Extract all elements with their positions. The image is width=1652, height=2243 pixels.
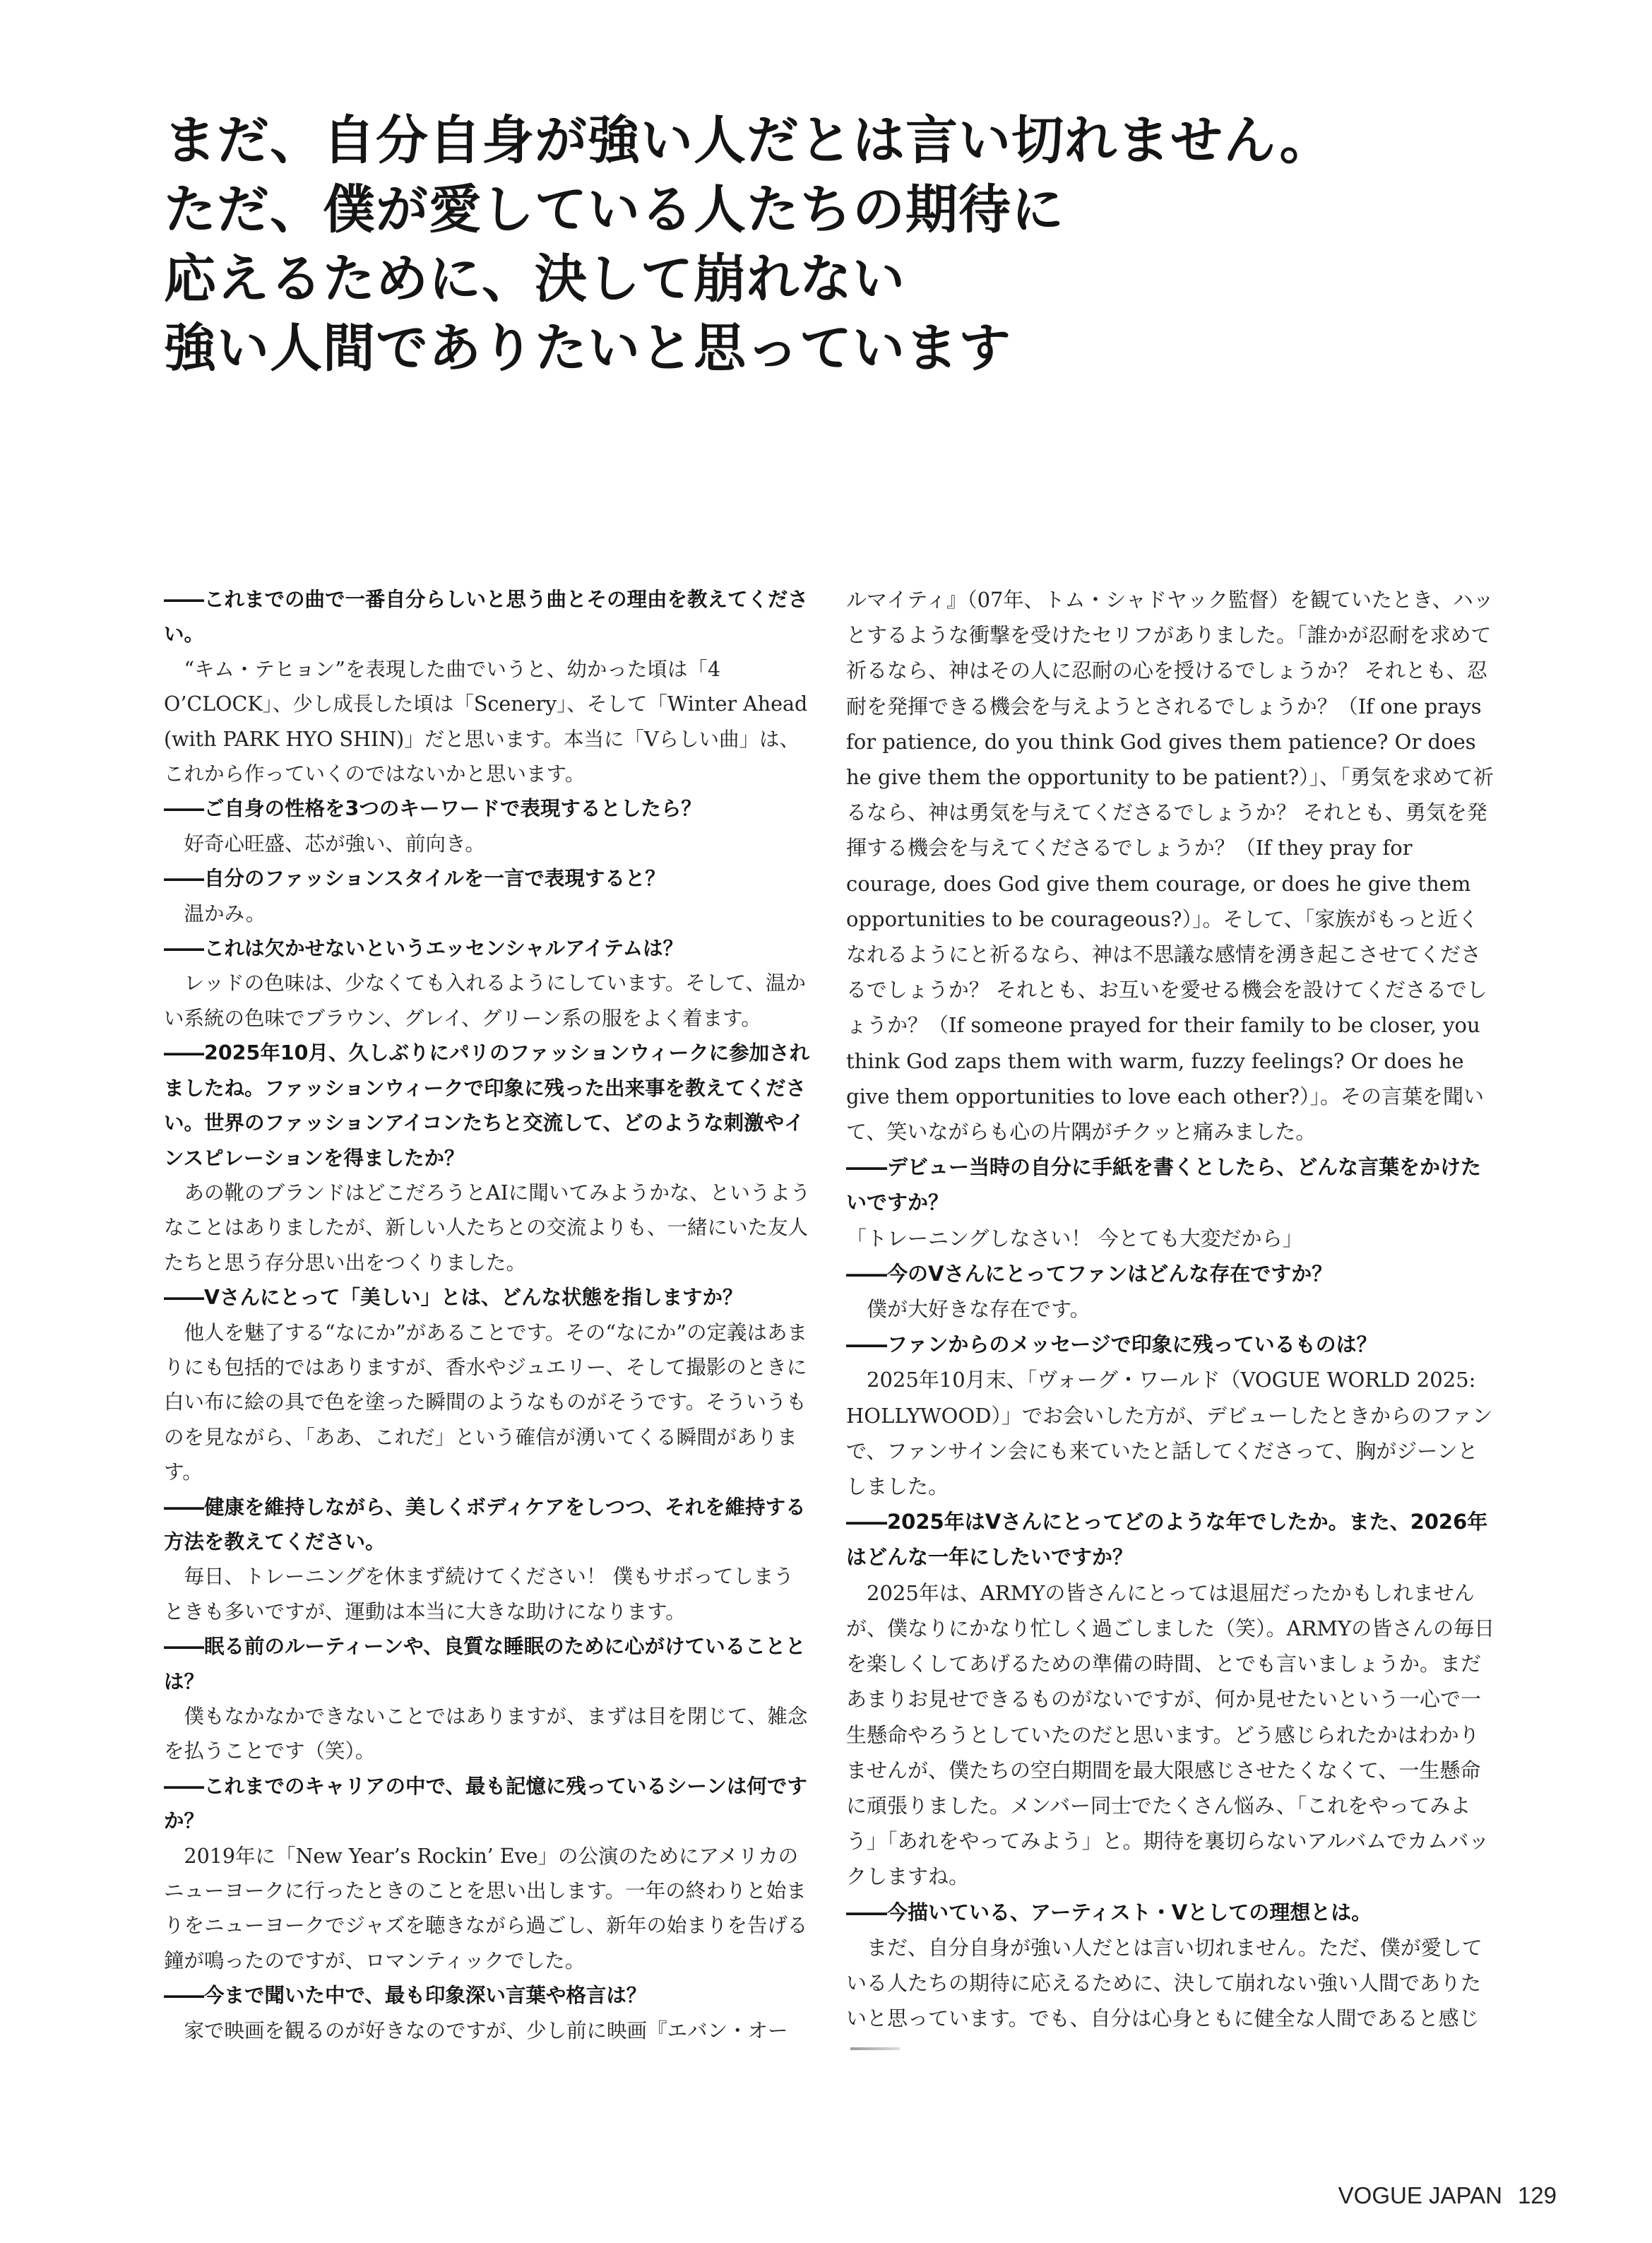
answer: まだ、自分自身が強い人だとは言い切れません。ただ、僕が愛している人たちの期待に応えるために、決して崩れない強い人間でありたいと思っています。でも、自分は心身ともに健全な人間であると感じ	[846, 1935, 1482, 2031]
question: ――デビュー当時の自分に手紙を書くとしたら、どんな言葉をかけたいですか？	[846, 1155, 1482, 1215]
headline	[164, 106, 1506, 383]
answer: あの靴のブランドはどこだろうとAIに聞いてみようかな、というようなことはありましたが、新しい人たちとの交流よりも、一緒にいた友人たちと思う存分思い出をつくりました。	[164, 1180, 811, 1274]
question: ――ご自身の性格を3つのキーワードで表現するとしたら？	[164, 797, 701, 821]
question: ――今描いている、アーティスト・Vとしての理想とは。	[846, 1900, 1372, 1924]
answer: 好奇心旺盛、芯が強い、前向き。	[184, 831, 485, 856]
question: ――健康を維持しながら、美しくボディケアをしつつ、それを維持する方法を教えてください。	[164, 1495, 806, 1553]
question: ――これは欠かせないというエッセンシャルアイテムは？	[164, 937, 684, 961]
headline-line: まだ、自分自身が強い人だとは言い切れません。	[164, 110, 1333, 171]
answer: 家で映画を観るのが好きなのですが、少し前に映画『エバン・オー	[184, 2018, 788, 2042]
answer: “キム・テヒョン”を表現した曲でいうと、幼かった頃は「4 O’CLOCK」、少し成長した頃は「Scenery」、そして「Winter Ahead (with PARK HYO SHIN)」だと思います。本当に「Vらしい曲」は、これから作っていくのではないかと思います。	[164, 657, 808, 786]
interview-column-right	[846, 582, 1496, 2036]
question: ――今のVさんにとってファンはどんな存在ですか？	[846, 1261, 1333, 1286]
answer: 僕が大好きな存在です。	[867, 1297, 1091, 1322]
question: ――眠る前のルーティーンや、良質な睡眠のために心がけていることとは？	[164, 1635, 806, 1693]
question: ――今まで聞いた中で、最も印象深い言葉や格言は？	[164, 1984, 647, 2008]
answer: 僕もなかなかできないことではありますが、まずは目を閉じて、雑念を払うことです（笑）。	[164, 1705, 808, 1763]
answer: 2019年に「New Year’s Rockin’ Eve」の公演のためにアメリカのニューヨークに行ったときのことを思い出します。一年の終わりと始まりをニューヨークでジャズを聴きながら過ごし、新年の始まりを告げる鐘が鳴ったのですが、ロマンティックでした。	[164, 1844, 808, 1972]
question: ――2025年10月、久しぶりにパリのファッションウィークに参加されましたね。ファッションウィークで印象に残った出来事を教えてください。世界のファッションアイコンたちと交流して、どのような刺激やインスピレーションを得ましたか？	[164, 1041, 810, 1170]
question: ――自分のファッションスタイルを一言で表現すると？	[164, 867, 665, 891]
answer: 「トレーニングしなさい！ 今とても大変だから」	[846, 1226, 1303, 1250]
continuation-rule	[850, 2047, 900, 2050]
question: ――Vさんにとって「美しい」とは、どんな状態を指しますか？	[164, 1286, 743, 1310]
question: ――これまでの曲で一番自分らしいと思う曲とその理由を教えてください。	[164, 588, 809, 646]
interview-column-left	[164, 582, 814, 2048]
answer: 毎日、トレーニングを休まず続けてください！ 僕もサボってしまうときも多いですが、運動は本当に大きな助けになります。	[164, 1565, 794, 1623]
page-number: 129	[1517, 2182, 1557, 2208]
question: ――ファンからのメッセージで印象に残っているものは？	[846, 1332, 1377, 1357]
answer: 他人を魅了する“なにか”があることです。その“なにか”の定義はあまりにも包括的ではありますが、香水やジュエリー、そして撮影のときに白い布に絵の具で色を塗った瞬間のようなものがそうです。そういうものを見ながら、「ああ、これだ」という確信が湧いてくる瞬間があります。	[164, 1320, 808, 1484]
page-footer	[1338, 2182, 1557, 2210]
question: ――2025年はVさんにとってどのような年でしたか。また、2026年はどんな一年にしたいですか？	[846, 1510, 1488, 1570]
magazine-name: VOGUE JAPAN	[1338, 2182, 1502, 2208]
question: ――これまでのキャリアの中で、最も記憶に残っているシーンは何ですか？	[164, 1774, 807, 1833]
headline-line: ただ、僕が愛している人たちの期待に	[164, 179, 1064, 240]
headline-line: 応えるために、決して崩れない	[164, 249, 905, 309]
answer: 温かみ。	[184, 901, 266, 925]
answer: 2025年10月末、「ヴォーグ・ワールド（VOGUE WORLD 2025: HOLLYWOOD）」でお会いした方が、デビューしたときからのファンで、ファンサイン会にも来ていたと話してくださって、胸がジーンとしました。	[846, 1368, 1493, 1499]
answer-continued: ルマイティ』（07年、トム・シャドヤック監督）を観ていたとき、ハッとするような衝撃を受けたセリフがありました。「誰かが忍耐を求めて祈るなら、神はその人に忍耐の心を授けるでしょうか？ それとも、忍耐を発揮できる機会を与えようとされるでしょうか？（If one prays for patience, do you think God gives them patience? Or does he give them the opportunity to be patient?）」、「勇気を求めて祈るなら、神は勇気を与えてくださるでしょうか？ それとも、勇気を発揮する機会を与えてくださるでしょうか？（If they pray for courage, does God give them courage, or does he give them opportunities to be courageous?）」。そして、「家族がもっと近くなれるようにと祈るなら、神は不思議な感情を湧き起こさせてくださるでしょうか？ それとも、お互いを愛せる機会を設けてくださるでしょうか？（If someone prayed for their family to be closer, you think God zaps them with warm, fuzzy feelings? Or does he give them opportunities to love each other?）」。その言葉を聞いて、笑いながらも心の片隅がチクッと痛みました。	[846, 588, 1494, 1144]
headline-line: 強い人間でありたいと思っています	[164, 318, 1011, 379]
answer: レッドの色味は、少なくても入れるようにしています。そして、温かい系統の色味でブラウン、グレイ、グリーン系の服をよく着ます。	[164, 971, 806, 1030]
answer: 2025年は、ARMYの皆さんにとっては退屈だったかもしれませんが、僕なりにかなり忙しく過ごしました（笑）。ARMYの皆さんの毎日を楽しくしてあげるための準備の時間、とでも言いましょうか。まだあまりお見せできるものがないですが、何か見せたいという一心で一生懸命やろうとしていたのだと思います。どう感じられたかはわかりませんが、僕たちの空白期間を最大限感じさせたくなくて、一生懸命に頑張りました。メンバー同士でたくさん悩み、「これをやってみよう」「あれをやってみよう」と。期待を裏切らないアルバムでカムバックしますね。	[846, 1580, 1495, 1889]
